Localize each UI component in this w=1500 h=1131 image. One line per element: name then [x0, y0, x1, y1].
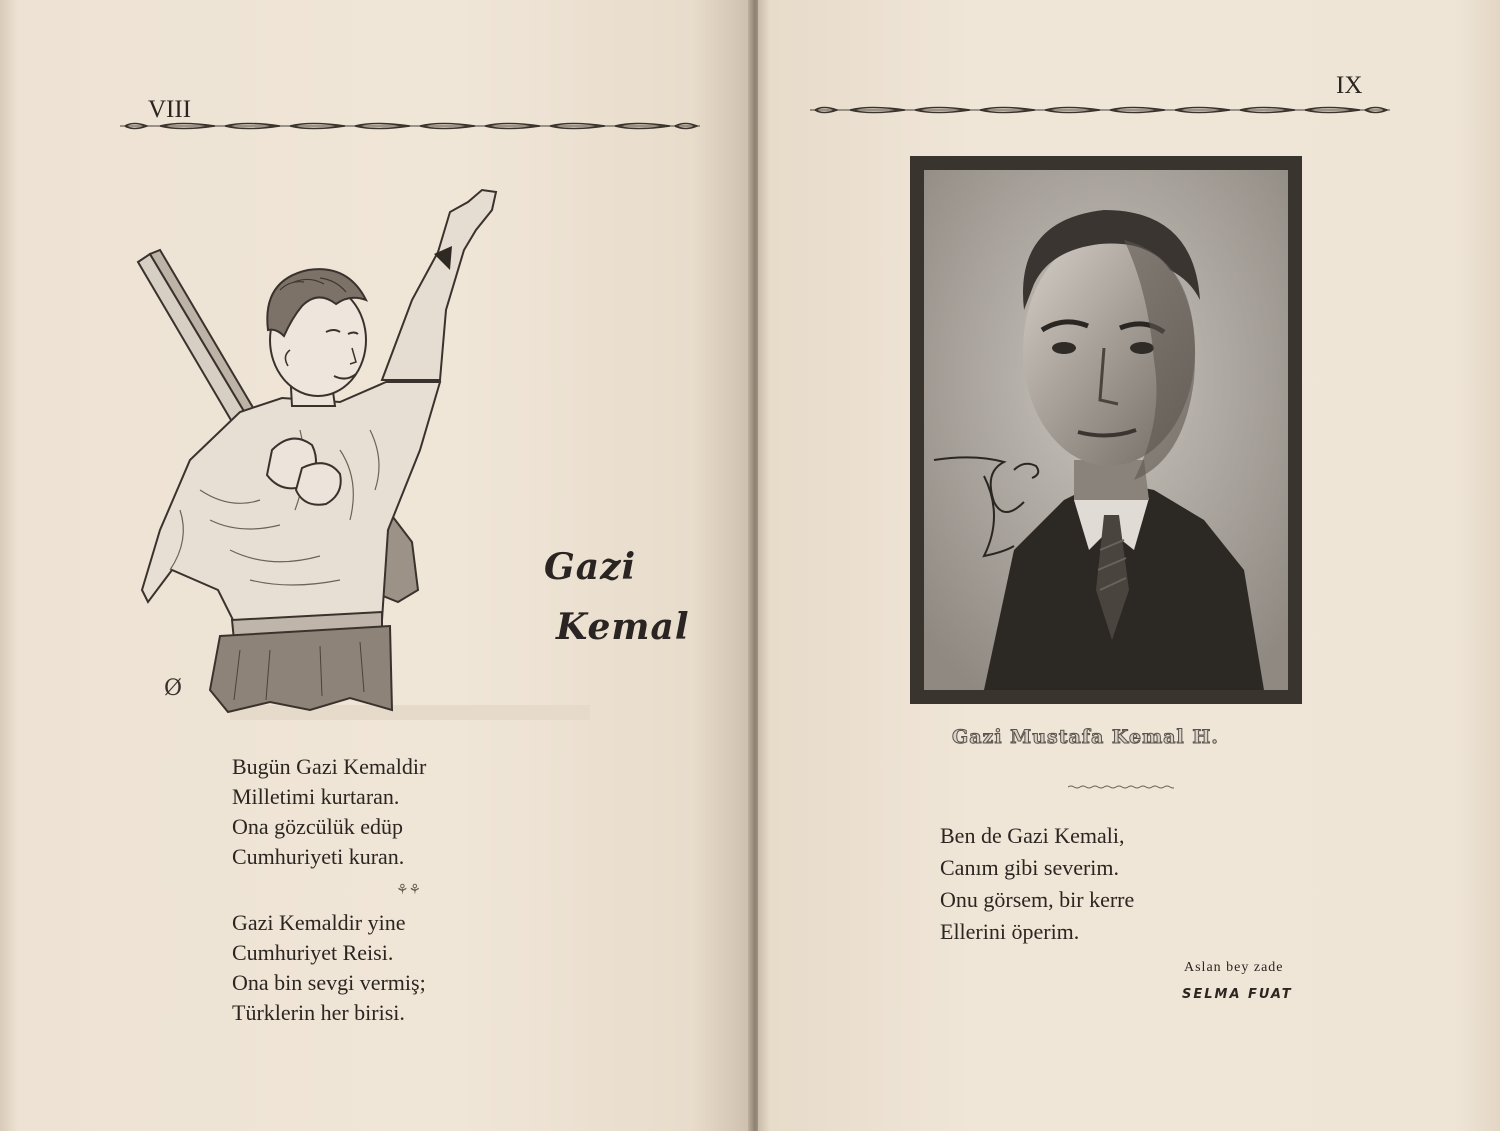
author-name: SELMA FUAT [1182, 987, 1293, 1002]
poem-line: Cumhuriyet Reisi. [232, 940, 394, 965]
stanza-ornament: ⚘⚘ [396, 883, 422, 898]
poem-line: Gazi Kemaldir yine [232, 910, 406, 935]
poem-line: Ben de Gazi Kemali, [940, 823, 1125, 848]
poem-stanza-2 [232, 908, 426, 1028]
decorative-rule-left [120, 120, 700, 130]
poem-line: Onu görsem, bir kerre [940, 887, 1135, 912]
portrait-photo [924, 170, 1288, 690]
poem-line: Ellerini öperim. [940, 919, 1080, 944]
poem-line: Milletimi kurtaran. [232, 784, 400, 809]
poem-line: Ona bin sevgi vermiş; [232, 970, 426, 995]
portrait-caption: Gazi Mustafa Kemal H. [952, 726, 1219, 748]
boy-with-rifle-illustration [120, 150, 590, 720]
portrait-frame [910, 156, 1302, 704]
page-number-left: VIII [148, 96, 192, 123]
poem-line: Bugün Gazi Kemaldir [232, 754, 427, 779]
poem-title-line2: Kemal [556, 606, 690, 648]
poem-line: Türklerin her birisi. [232, 1000, 405, 1025]
poem-stanza-1 [232, 752, 426, 872]
poem-line: Cumhuriyeti kuran. [232, 844, 405, 869]
poem-stanza-right [940, 820, 1134, 948]
poem-title-line1: Gazi [544, 546, 637, 588]
page-number-right: IX [1336, 72, 1363, 99]
illustrator-mark: Ø [164, 676, 183, 701]
caption-divider [1068, 776, 1174, 780]
decorative-rule-right [810, 104, 1390, 114]
poem-line: Ona gözcülük edüp [232, 814, 404, 839]
author-prefix: Aslan bey zade [1184, 960, 1284, 975]
poem-line: Canım gibi severim. [940, 855, 1120, 880]
